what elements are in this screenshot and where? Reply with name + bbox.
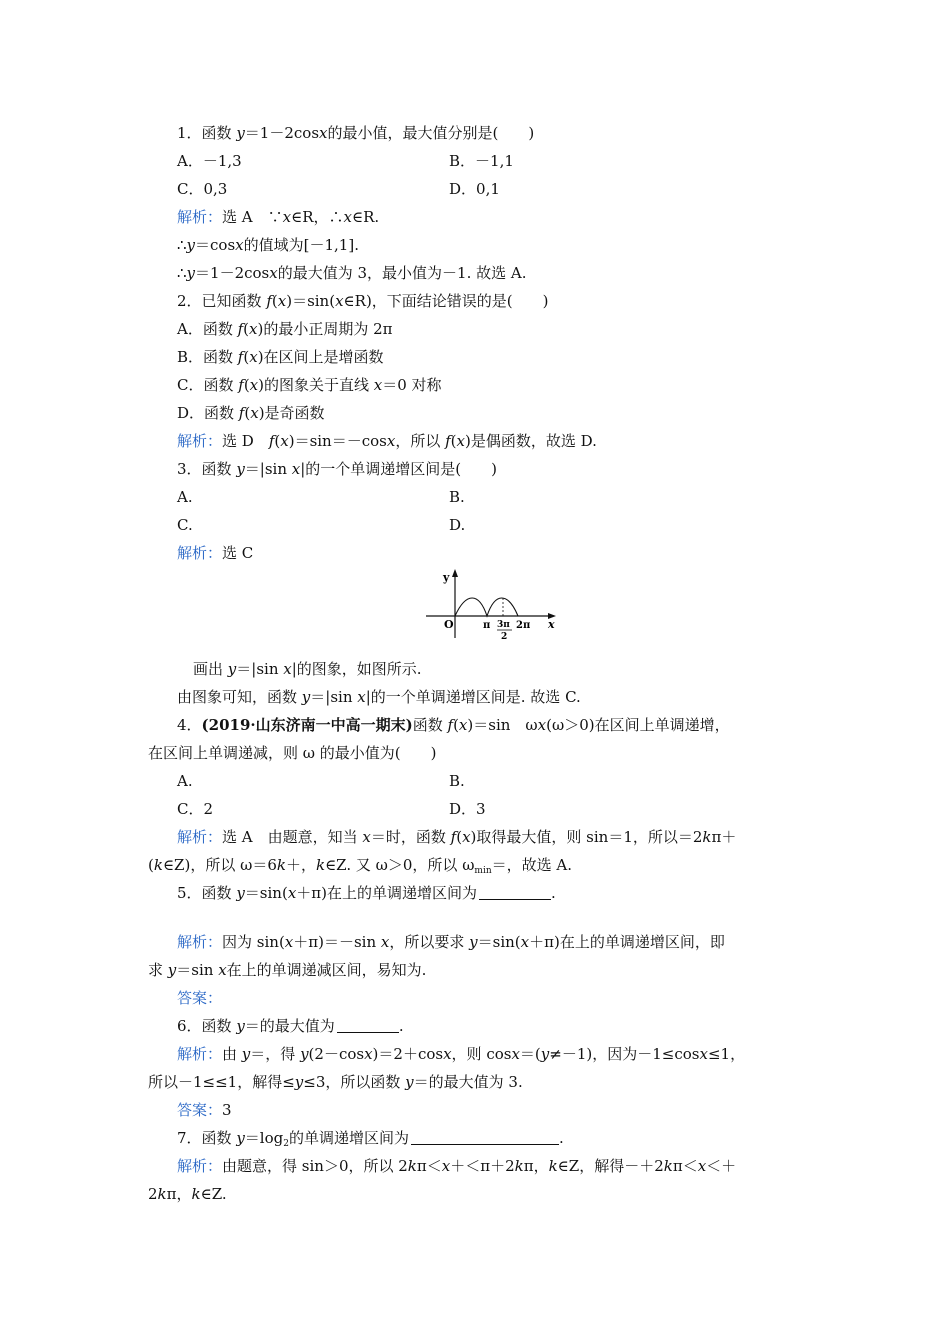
q6-answer-blank bbox=[337, 1016, 399, 1033]
q3-option-c: C. bbox=[177, 516, 193, 534]
q3-option-d: D. bbox=[449, 516, 466, 534]
abs-sin-graph bbox=[424, 566, 566, 644]
q4-stem: 4．(2019·山东济南一中高一期末)函数 f(x)＝sin ωx(ω＞0)在区间上单调递增， bbox=[177, 716, 730, 734]
q1-option-d: D．0,1 bbox=[449, 180, 500, 198]
q7-stem: 7．函数 $y=\log_2$的单调递增区间为 . bbox=[177, 1129, 564, 1149]
q2-option-d: D．函数 f(x)是奇函数 bbox=[177, 404, 325, 422]
q4-stem-line2: 在区间上单调递减，则 ω 的最小值为( ) bbox=[148, 744, 437, 762]
solution-label: 解析： bbox=[177, 432, 223, 450]
q3-solution: 解析：选 C bbox=[177, 544, 254, 562]
three-pi-label: 3π bbox=[497, 620, 510, 630]
q7-solution-line2: 2kπ，k∈Z. bbox=[148, 1185, 227, 1203]
solution-label: 解析： bbox=[177, 933, 223, 951]
q1-solution-line1: 解析：选 A ∵x∈R，∴x∈R. bbox=[177, 208, 380, 226]
solution-label: 解析： bbox=[177, 1045, 223, 1063]
q4-solution-line1: 解析：选 A 由题意，知当 x＝时，函数 f(x)取得最大值，则 sin＝1，所以＝2kπ＋ bbox=[177, 828, 737, 846]
q7-solution-line1: 解析：由题意，得 sin＞0，所以 2kπ＜x＋＜π＋2kπ，k∈Z，解得－＋2kπ＜x＜＋ bbox=[177, 1157, 737, 1175]
q2-option-c: C．函数 f(x)的图象关于直线 x＝0 对称 bbox=[177, 376, 442, 394]
q4-solution-line2: (k∈Z)，所以 ω＝6k＋，k∈Z. 又 ω＞0，所以 $\omega_{min}=$，故选 A. bbox=[148, 856, 573, 876]
q7-answer-blank bbox=[411, 1128, 559, 1145]
x-label: x bbox=[548, 618, 555, 631]
q1-stem: 1．函数 y＝1－2cosx的最小值，最大值分别是( ) bbox=[177, 124, 535, 142]
q3-option-a: A. bbox=[177, 488, 193, 506]
q1-solution-line2: ∴y＝cosx的值域为[－1,1]. bbox=[177, 236, 359, 254]
q3-draw-text: 画出 y＝|sin x|的图象，如图所示. bbox=[193, 660, 422, 678]
q4-option-a: A. bbox=[177, 772, 193, 790]
solution-label: 解析： bbox=[177, 208, 223, 226]
q1-option-a: A．－1,3 bbox=[177, 152, 242, 170]
y-axis-arrow bbox=[452, 569, 458, 577]
answer-label: 答案： bbox=[177, 989, 223, 1007]
q4-option-b: B. bbox=[449, 772, 465, 790]
q3-conclusion: 由图象可知，函数 y＝|sin x|的一个单调递增区间是. 故选 C. bbox=[177, 688, 581, 706]
denominator-label: 2 bbox=[501, 632, 508, 642]
two-pi-label: 2π bbox=[516, 620, 531, 631]
curve bbox=[455, 598, 518, 616]
q6-stem: 6．函数 y＝的最大值为 . bbox=[177, 1017, 404, 1035]
q2-solution: 解析：选 D f(x)＝sin＝－cosx，所以 f(x)是偶函数，故选 D. bbox=[177, 432, 597, 450]
q2-stem: 2．已知函数 f(x)＝sin(x∈R)，下面结论错误的是( ) bbox=[177, 292, 549, 310]
q5-answer-blank bbox=[479, 883, 551, 900]
q5-stem: 5．函数 y＝sin(x＋π)在上的单调递增区间为 . bbox=[177, 884, 556, 902]
q6-answer: 答案：3 bbox=[177, 1101, 232, 1119]
q1-option-b: B．－1,1 bbox=[449, 152, 514, 170]
solution-label: 解析： bbox=[177, 544, 223, 562]
q6-solution-line1: 解析：由 y＝，得 y(2－cosx)＝2＋cosx，则 cosx＝(y≠－1)，因为－1≤cosx≤1， bbox=[177, 1045, 746, 1063]
origin-label: O bbox=[444, 618, 454, 631]
solution-label: 解析： bbox=[177, 828, 223, 846]
q2-option-b: B．函数 f(x)在区间上是增函数 bbox=[177, 348, 384, 366]
q4-option-c: C．2 bbox=[177, 800, 214, 818]
q3-stem: 3．函数 y＝|sin x|的一个单调递增区间是( ) bbox=[177, 460, 498, 478]
q6-solution-line2: 所以－1≤≤1，解得≤y≤3，所以函数 y＝的最大值为 3. bbox=[148, 1073, 523, 1091]
q1-solution-line3: ∴y＝1－2cosx的最大值为 3，最小值为－1. 故选 A. bbox=[177, 264, 527, 282]
q2-option-a: A．函数 f(x)的最小正周期为 2π bbox=[177, 320, 393, 338]
q5-answer bbox=[177, 986, 222, 1010]
answer-label: 答案： bbox=[177, 1101, 223, 1119]
q5-solution-line1: 解析：因为 sin(x＋π)＝－sin x，所以要求 y＝sin(x＋π)在上的单调递增区间，即 bbox=[177, 933, 725, 951]
y-label: y bbox=[443, 571, 450, 584]
q4-source: (2019·山东济南一中高一期末) bbox=[201, 716, 413, 734]
q5-solution-line2: 求 y＝sin x在上的单调递减区间，易知为. bbox=[148, 961, 427, 979]
q4-option-d: D．3 bbox=[449, 800, 486, 818]
q3-option-b: B. bbox=[449, 488, 465, 506]
q1-option-c: C．0,3 bbox=[177, 180, 228, 198]
pi-tick-label: π bbox=[483, 620, 491, 631]
solution-label: 解析： bbox=[177, 1157, 223, 1175]
